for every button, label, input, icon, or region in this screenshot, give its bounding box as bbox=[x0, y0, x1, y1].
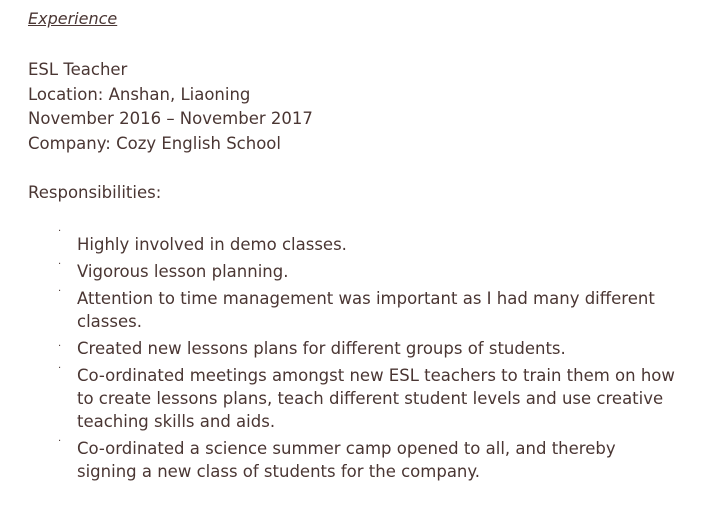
section-heading: Experience bbox=[28, 9, 118, 28]
bullet-icon: · bbox=[58, 226, 62, 237]
bullet-icon: · bbox=[58, 436, 62, 447]
bullet-icon: · bbox=[58, 286, 62, 297]
list-item bbox=[58, 364, 678, 433]
job-company: Company: Cozy English School bbox=[28, 134, 281, 154]
list-item bbox=[58, 287, 678, 333]
bullet-icon: · bbox=[58, 259, 62, 270]
list-item-text: Co-ordinated a science summer camp opened to all, and thereby signing a new class of students for the company. bbox=[77, 439, 616, 481]
bullet-icon: · bbox=[58, 341, 62, 352]
list-item bbox=[58, 260, 678, 283]
list-item-text: Co-ordinated meetings amongst new ESL teachers to train them on how to create lessons plans, teach different student levels and use creative teaching skills and aids. bbox=[77, 366, 675, 431]
job-dates: November 2016 – November 2017 bbox=[28, 109, 313, 129]
job-location: Location: Anshan, Liaoning bbox=[28, 84, 251, 104]
list-item bbox=[58, 228, 678, 256]
list-item-text: Created new lessons plans for different groups of students. bbox=[77, 339, 566, 358]
job-details bbox=[28, 58, 313, 157]
list-item-text: Attention to time management was important as I had many different classes. bbox=[77, 289, 655, 331]
job-title: ESL Teacher bbox=[28, 60, 128, 79]
list-item bbox=[58, 337, 678, 360]
list-item-text: Vigorous lesson planning. bbox=[77, 262, 289, 281]
list-item bbox=[58, 437, 678, 483]
list-item-text: Highly involved in demo classes. bbox=[77, 235, 347, 254]
bullet-icon: · bbox=[58, 363, 62, 374]
responsibilities-label: Responsibilities: bbox=[28, 183, 162, 202]
responsibilities-list bbox=[58, 228, 678, 487]
